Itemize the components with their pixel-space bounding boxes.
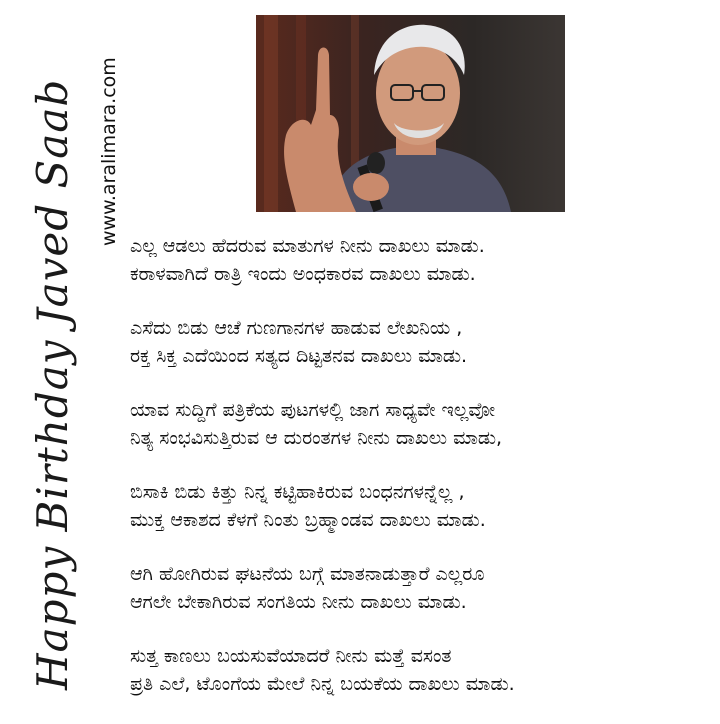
poem: [130, 232, 710, 724]
portrait-photo-icon: [256, 15, 565, 212]
poem-line: ಯಾವ ಸುದ್ದಿಗೆ ಪತ್ರಿಕೆಯ ಪುಟಗಳಲ್ಲಿ ಜಾಗ ಸಾಧ್ಯವೇ ಇಲ್ಲವೋ: [130, 399, 496, 421]
poem-line: ಸುತ್ತ ಕಾಣಲು ಬಯಸುವೆಯಾದರೆ ನೀನು ಮತ್ತೆ ವಸಂತ: [130, 645, 452, 667]
poem-stanza: [130, 232, 710, 288]
poem-line: ಬಿಸಾಕಿ ಬಿಡು ಕಿತ್ತು ನಿನ್ನ ಕಟ್ಟಿಹಾಕಿರುವ ಬಂಧನಗಳನ್ನೆಲ್ಲ ,: [130, 481, 465, 503]
poem-line: ರಕ್ತ ಸಿಕ್ತ ಎದೆಯಿಂದ ಸತ್ಯದ ದಿಟ್ಟತನವ ದಾಖಲು ಮಾಡು.: [130, 345, 468, 367]
website-watermark: www.aralimara.com: [98, 57, 120, 246]
poem-line: ಮುಕ್ತ ಆಕಾಶದ ಕೆಳಗೆ ನಿಂತು ಬ್ರಹ್ಮಾಂಡವ ದಾಖಲು ಮಾಡು.: [130, 509, 486, 531]
poem-stanza: [130, 478, 710, 534]
poem-line: ಪ್ರತಿ ಎಲೆ, ಟೊಂಗೆಯ ಮೇಲೆ ನಿನ್ನ ಬಯಕೆಯ ದಾಖಲು ಮಾಡು.: [130, 673, 515, 695]
poem-line: ಎಸೆದು ಬಿಡು ಆಚೆ ಗುಣಗಾನಗಳ ಹಾಡುವ ಲೇಖನಿಯ ,: [130, 317, 463, 339]
side-birthday-title: Happy Birthday Javed Saab: [28, 78, 77, 690]
portrait-photo: [256, 15, 565, 212]
poem-stanza: [130, 642, 710, 698]
poem-line: ಆಗಲೇ ಬೇಕಾಗಿರುವ ಸಂಗತಿಯ ನೀನು ದಾಖಲು ಮಾಡು.: [130, 591, 467, 613]
poem-stanza: [130, 396, 710, 452]
poem-line: ಎಲ್ಲ ಆಡಲು ಹೆದರುವ ಮಾತುಗಳ ನೀನು ದಾಖಲು ಮಾಡು.: [130, 235, 485, 257]
poem-line: ಆಗಿ ಹೋಗಿರುವ ಘಟನೆಯ ಬಗ್ಗೆ ಮಾತನಾಡುತ್ತಾರೆ ಎಲ್ಲರೂ: [130, 563, 485, 585]
poem-stanza: [130, 560, 710, 616]
poem-line: ಕರಾಳವಾಗಿದೆ ರಾತ್ರಿ ಇಂದು ಅಂಧಕಾರವ ದಾಖಲು ಮಾಡು.: [130, 263, 476, 285]
poem-stanza: [130, 314, 710, 370]
poem-line: ನಿತ್ಯ ಸಂಭವಿಸುತ್ತಿರುವ ಆ ದುರಂತಗಳ ನೀನು ದಾಖಲು ಮಾಡು,: [130, 427, 503, 449]
